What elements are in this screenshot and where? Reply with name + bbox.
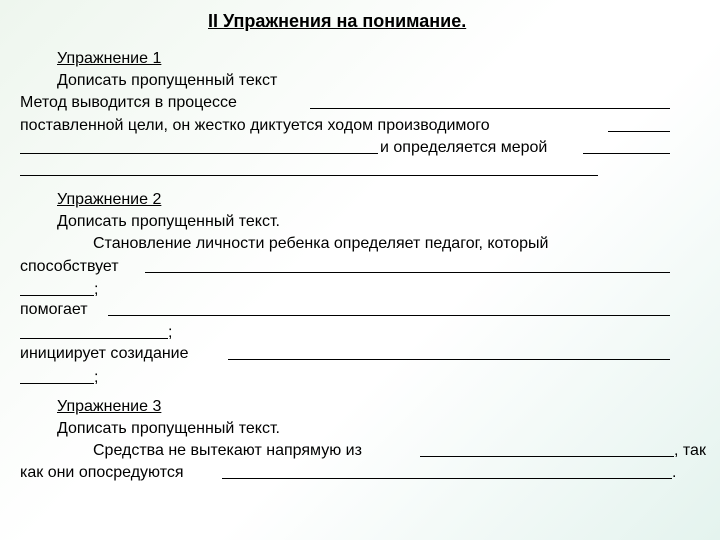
exercise-2-text-3: помогает	[20, 301, 88, 318]
exercise-3-text-1: Средства не вытекают напрямую из	[93, 442, 362, 459]
exercise-2-blank-2[interactable]	[20, 281, 94, 296]
exercise-1-line-1	[20, 92, 237, 114]
exercise-3-text-2-end: .	[672, 464, 677, 481]
exercise-2-blank-3[interactable]	[108, 301, 670, 316]
exercise-3-task: Дописать пропущенный текст.	[57, 420, 280, 437]
exercise-2-semicolon-1: ;	[94, 281, 99, 298]
exercise-2-text-2: способствует	[20, 258, 119, 275]
exercise-1-blank-1[interactable]	[310, 94, 670, 109]
exercise-2-semicolon-3: ;	[94, 369, 99, 386]
exercise-3-heading: Упражнение 3	[57, 398, 162, 415]
exercise-3-blank-1[interactable]	[420, 442, 674, 457]
exercise-1-text-3: и определяется мерой	[380, 139, 548, 156]
exercise-2-blank-5[interactable]	[228, 345, 670, 360]
page-title: II Упражнения на понимание.	[208, 11, 467, 31]
exercise-2-semicolon-2: ;	[168, 324, 173, 341]
exercise-1-blank-5[interactable]	[20, 161, 598, 176]
exercise-3-text-2: как они опосредуются	[20, 464, 184, 481]
exercise-3-text-1-end: , так	[674, 442, 706, 459]
exercise-1-text-2: поставленной цели, он жестко диктуется ходом производимого	[20, 117, 490, 134]
exercise-2-heading: Упражнение 2	[57, 191, 162, 208]
exercise-2-blank-6[interactable]	[20, 369, 94, 384]
exercise-2-blank-4[interactable]	[20, 324, 168, 339]
exercise-1-heading: Упражнение 1	[57, 50, 162, 67]
exercise-1-text-1: Метод выводится в процессе	[20, 94, 237, 111]
exercise-1-line-2	[20, 115, 490, 137]
exercise-2-text-4: инициирует созидание	[20, 345, 189, 362]
exercise-2-text-1: Становление личности ребенка определяет педагог, который	[93, 235, 549, 252]
exercise-1-blank-3[interactable]	[20, 139, 378, 154]
exercise-3-blank-2[interactable]	[222, 464, 672, 479]
exercise-1-blank-4[interactable]	[583, 139, 670, 154]
exercise-2-task: Дописать пропущенный текст.	[57, 213, 280, 230]
exercise-1-blank-2[interactable]	[608, 117, 670, 132]
exercise-1-task: Дописать пропущенный текст	[57, 72, 278, 89]
exercise-2-blank-1[interactable]	[145, 258, 670, 273]
